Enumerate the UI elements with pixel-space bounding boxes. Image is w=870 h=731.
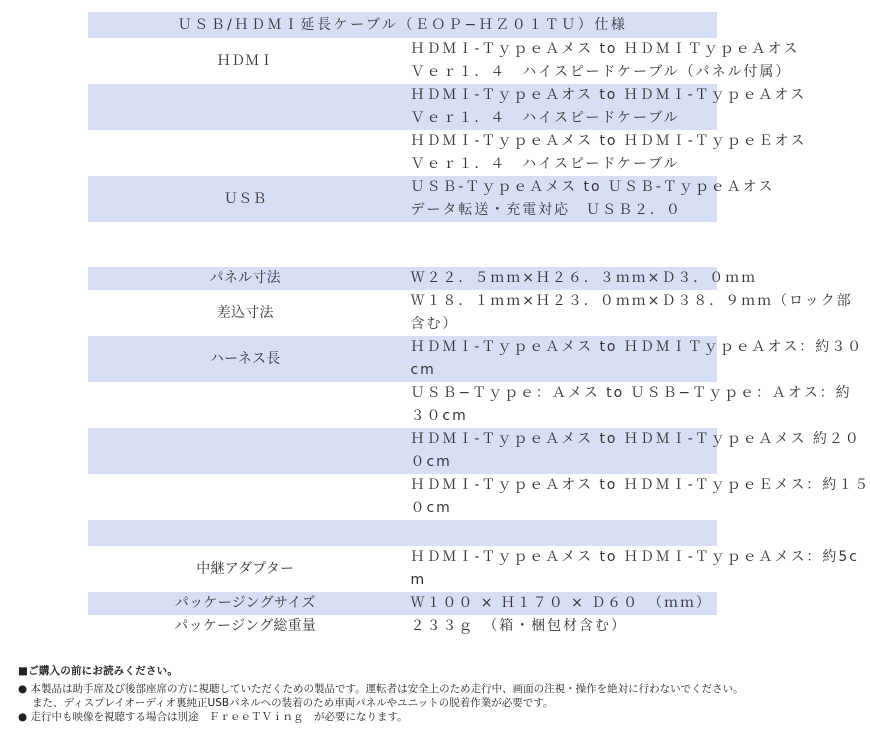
spec-value-line: ＨＤＭＩ-ＴｙｐｅＡメス to ＨＤＭＩ-ＴｙｐｅＡメス：約5c	[410, 549, 859, 565]
spec-row-hdmi-3	[88, 130, 717, 176]
spec-label	[88, 130, 403, 176]
spec-value-line: Ｖｅｒ１．４ ハイスピードケーブル（パネル付属）	[410, 64, 792, 80]
spec-value	[403, 290, 853, 336]
purchase-notes	[18, 664, 793, 724]
spec-title-row	[88, 12, 717, 38]
spec-row-hdmi-2	[88, 84, 717, 130]
spec-value-line: ０cm	[410, 500, 452, 516]
spec-row-harness-3	[88, 428, 717, 474]
spec-row-hdmi-1	[88, 38, 717, 84]
spec-row-insert-size	[88, 290, 717, 336]
spec-value-line: Ｖｅｒ１．４ ハイスピードケーブル	[410, 110, 680, 126]
spec-label: ハーネス長	[88, 336, 403, 382]
spec-table	[88, 12, 870, 638]
notes-heading: ■ご購入の前にお読みください。	[18, 665, 179, 677]
spec-value	[403, 428, 861, 474]
spec-label	[88, 428, 403, 474]
spec-label	[88, 84, 403, 130]
spec-value	[403, 336, 864, 382]
spec-value-line: ＨＤＭＩ-ＴｙｐｅＡオス to ＨＤＭＩ-ＴｙｐｅＡオス	[410, 87, 807, 103]
spec-value-line: m	[410, 572, 427, 588]
spec-value-line: ＨＤＭＩ-ＴｙｐｅＡメス to ＨＤＭＩＴｙｐｅＡオス	[410, 41, 800, 57]
spec-value-line: ３０cm	[410, 408, 468, 424]
spec-value-line: Ｖｅｒ１．４ ハイスピードケーブル	[410, 156, 680, 172]
spec-row-harness-4	[88, 474, 717, 520]
spec-value	[403, 474, 870, 520]
spec-spacer	[88, 222, 717, 267]
spec-value	[403, 615, 718, 638]
spec-row-harness-2	[88, 382, 717, 428]
spec-row-adapter	[88, 546, 717, 592]
spec-label: パッケージング総重量	[174, 618, 317, 634]
spec-value	[403, 38, 800, 84]
spec-value-line: ＵＳＢ-ＴｙｐｅＡメス to ＵＳＢ-ＴｙｐｅＡオス	[410, 179, 775, 195]
spec-label: 差込寸法	[216, 304, 274, 321]
note-item: ● 走行中も映像を視聴する場合は別途 ＦｒｅｅＴＶｉｎｇ が必要になります。	[18, 711, 408, 723]
spec-label	[88, 474, 403, 520]
spec-value-line: ＨＤＭＩ-ＴｙｐｅＡメス to ＨＤＭＩ-ＴｙｐｅＥオス	[410, 133, 807, 149]
spec-value-line: データ転送・充電対応 ＵＳＢ２．０	[410, 202, 682, 218]
spec-value-line: Ｗ１００ × Ｈ１７０ × Ｄ６０ （ｍｍ）	[410, 595, 712, 611]
spec-label: 中継アダプター	[196, 560, 295, 577]
spec-value	[403, 176, 775, 222]
note-item: ● 本製品は助手席及び後部座席の方に視聴していただくための製品です。運転者は安全上のため走行中、画面の注視・操作を絶対に行わないでください。	[18, 683, 744, 695]
spec-blank-row	[88, 520, 717, 546]
spec-value	[403, 130, 807, 176]
spec-label	[88, 382, 403, 428]
spec-value-line: ２３３ｇ （箱・梱包材含む）	[410, 618, 627, 634]
spec-value-line: Ｗ２２．５ｍｍ×Ｈ２６．３ｍｍ×Ｄ３．０ｍｍ	[410, 270, 758, 286]
spec-value-line: ＨＤＭＩ-ＴｙｐｅＡメス to ＨＤＭＩＴｙｐｅＡオス：約３０	[410, 339, 864, 355]
spec-value-line: Ｗ１８．１ｍｍ×Ｈ２３．０ｍｍ×Ｄ３８．９ｍｍ（ロック部	[410, 293, 853, 309]
spec-label: パネル寸法	[88, 267, 403, 290]
spec-value-line: ＨＤＭＩ-ＴｙｐｅＡオス to ＨＤＭＩ-ＴｙｐｅＥメス：約１５	[410, 477, 870, 493]
spec-label: ＨＤＭＩ	[216, 52, 274, 69]
spec-label: パッケージングサイズ	[88, 592, 403, 615]
spec-value	[403, 84, 807, 130]
spec-value-line: 含む）	[410, 316, 459, 332]
spec-row-package-size	[88, 592, 717, 615]
spec-value	[403, 546, 859, 592]
spec-title: ＵＳＢ/ＨＤＭＩ延長ケーブル（ＥＯＰ−ＨＺ０１ＴＵ）仕様	[88, 12, 717, 38]
spec-row-package-weight	[88, 615, 717, 638]
note-item-continued: また、ディスプレイオーディオ裏純正USBパネルへの装着のため車両パネルやユニットの脱着作業が必要です。	[32, 697, 554, 709]
spec-value	[403, 382, 852, 428]
spec-row-harness-1	[88, 336, 717, 382]
spec-value-line: ＵＳＢ−Ｔｙｐｅ：Ａメス to ＵＳＢ−Ｔｙｐｅ：Ａオス：約	[410, 385, 852, 401]
spec-value	[403, 267, 758, 290]
spec-value	[403, 592, 718, 615]
spec-value-line: ＨＤＭＩ-ＴｙｐｅＡメス to ＨＤＭＩ-ＴｙｐｅＡメス 約２０	[410, 431, 861, 447]
spec-row-usb	[88, 176, 717, 222]
spec-label: ＵＳＢ	[88, 176, 403, 222]
spec-value-line: cm	[410, 362, 436, 378]
spec-row-panel-size	[88, 267, 717, 290]
spec-value-line: ０cm	[410, 454, 452, 470]
